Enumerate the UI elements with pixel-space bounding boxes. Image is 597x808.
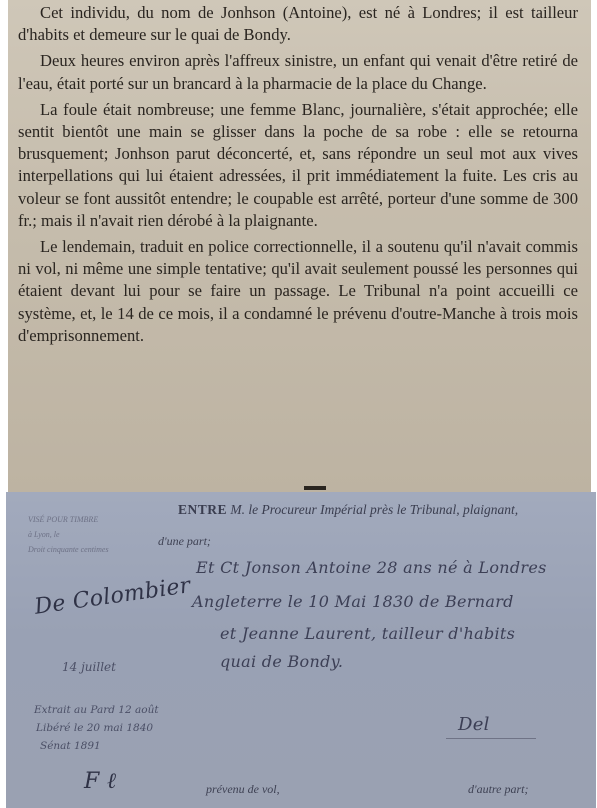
prevenu-label: prévenu de vol, bbox=[206, 782, 280, 796]
clipping-paragraph-4: Le lendemain, traduit en police correctionnelle, il a soutenu qu'il n'avait commis ni vol, ni même une simple tentative; qu'il avait seulement poussé les personnes qui étaient devant lui pour se faire un passage. Le Tribunal n'a point accueilli ce système, et, le 14 de ce mois, il a condamné le prévenu d'outre-Manche à trois mois d'emprisonnement. bbox=[18, 237, 578, 345]
handwritten-line-1: Et Ct Jonson Antoine 28 ans né à Londres bbox=[196, 558, 547, 577]
stamp-line-3: Droit cinquante centimes bbox=[28, 545, 109, 554]
stamp-line-2: à Lyon, le bbox=[28, 530, 60, 539]
entre-word: ENTRE bbox=[178, 502, 228, 517]
handwritten-line-4: quai de Bondy. bbox=[220, 652, 344, 671]
dune-part-label: d'une part; bbox=[158, 534, 211, 548]
handwritten-line-2: Angleterre le 10 Mai 1830 de Bernard bbox=[192, 592, 514, 611]
clipping-paragraph-2: Deux heures environ après l'affreux sinistre, un enfant qui venait d'être retiré de l'eau, était porté sur un brancard à la pharmacie de la place du Change. bbox=[18, 51, 578, 93]
entre-rest: M. le Procureur Impérial près le Tribunal, plaignant, bbox=[230, 502, 519, 517]
clipping-text bbox=[18, 2, 578, 351]
timbre-stamp bbox=[28, 512, 148, 557]
separator-mark bbox=[304, 486, 326, 490]
newspaper-clipping bbox=[8, 0, 591, 492]
entre-heading bbox=[178, 502, 518, 518]
margin-initials: F ℓ bbox=[84, 769, 117, 794]
paraph-underline bbox=[446, 738, 536, 739]
paraph: Del bbox=[458, 714, 490, 735]
stamp-line-1: VISÉ POUR TIMBRE bbox=[28, 515, 99, 524]
margin-note-3: Sénat 1891 bbox=[40, 740, 101, 752]
signature: De Colombier bbox=[33, 573, 193, 620]
clipping-paragraph-1: Cet individu, du nom de Jonhson (Antoine), est né à Londres; il est tailleur d'habits et demeure sur le quai de Bondy. bbox=[18, 3, 578, 45]
margin-note-2: Libéré le 20 mai 1840 bbox=[36, 722, 154, 734]
handwritten-line-3: et Jeanne Laurent, tailleur d'habits bbox=[220, 624, 516, 643]
margin-date: 14 juillet bbox=[62, 660, 116, 674]
dautre-part-label: d'autre part; bbox=[468, 782, 529, 796]
clipping-paragraph-3: La foule était nombreuse; une femme Blanc, journalière, s'était approchée; elle sentit bientôt une main se glisser dans la poche de sa robe : elle se retourna brusquement; Jonhson parut déconcerté, et, sans répondre un seul mot aux vives interpellations qui lui étaient adressées, il prit immédiatement la fuite. Les cris au voleur se font aussitôt entendre; le coupable est arrêté, porteur d'une somme de 300 fr.; mais il n'avait rien dérobé à la plaignante. bbox=[18, 99, 578, 230]
court-register-page bbox=[6, 492, 596, 808]
margin-note-1: Extrait au Pard 12 août bbox=[34, 704, 159, 716]
